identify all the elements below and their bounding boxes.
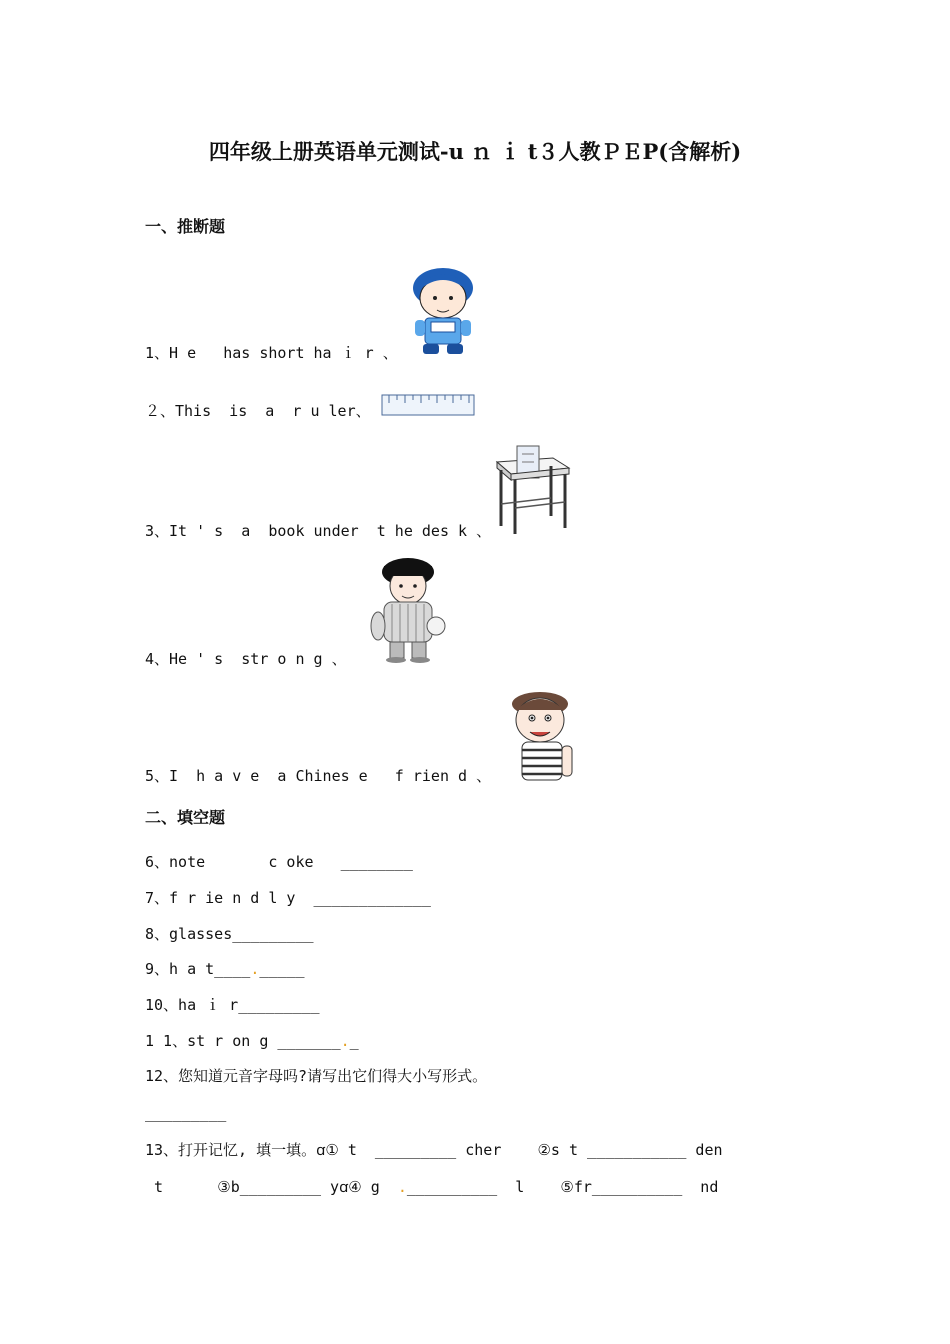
ruler-image [381,394,475,416]
book-on-desk-image [493,444,571,538]
question-8: 8、glasses_________ [145,925,314,943]
question-12: 12、您知道元音字母吗?请写出它们得大小写形式。 [145,1067,488,1085]
question-10: 10、ha ｉ r_________ [145,996,320,1014]
question-9: 9、h a t____._____ [145,960,305,978]
question-7: 7、f r ie n d l y _____________ [145,889,431,907]
question-13-continued: t ③b_________ yꭤ④ g .__________ l ⑤fr__________ nd [145,1178,719,1196]
section-heading-fill-in: 二、填空题 [145,808,226,827]
page-title: 四年级上册英语单元测试-u ｎ ｉ t３人教ＰＥP(含解析) [208,139,742,164]
answer-blank-12: _________ [145,1104,227,1122]
question-3: 3、It ' s a book under t he des k 、 [145,522,492,540]
question-11: 1 1、st r on g _______._ [145,1032,359,1050]
question-6: 6、note c oke ________ [145,853,413,871]
strong-boy-image [370,556,446,664]
section-heading-inference: 一、推断题 [145,217,226,236]
question-4: 4、He ' s str o n g 、 [145,650,347,668]
question-13: 13、打开记忆, 填一填。ꭤ① t _________ cher ②s t ___________ den [145,1141,723,1159]
question-1: 1、H e has short ha ｉ r 、 [145,344,398,362]
chinese-friend-image [500,690,582,782]
question-5: 5、I h a v e a Chines e f rien d 、 [145,767,492,785]
question-2: ２、This is a r u ler、 [145,402,371,420]
boy-short-hair-image [405,266,481,358]
